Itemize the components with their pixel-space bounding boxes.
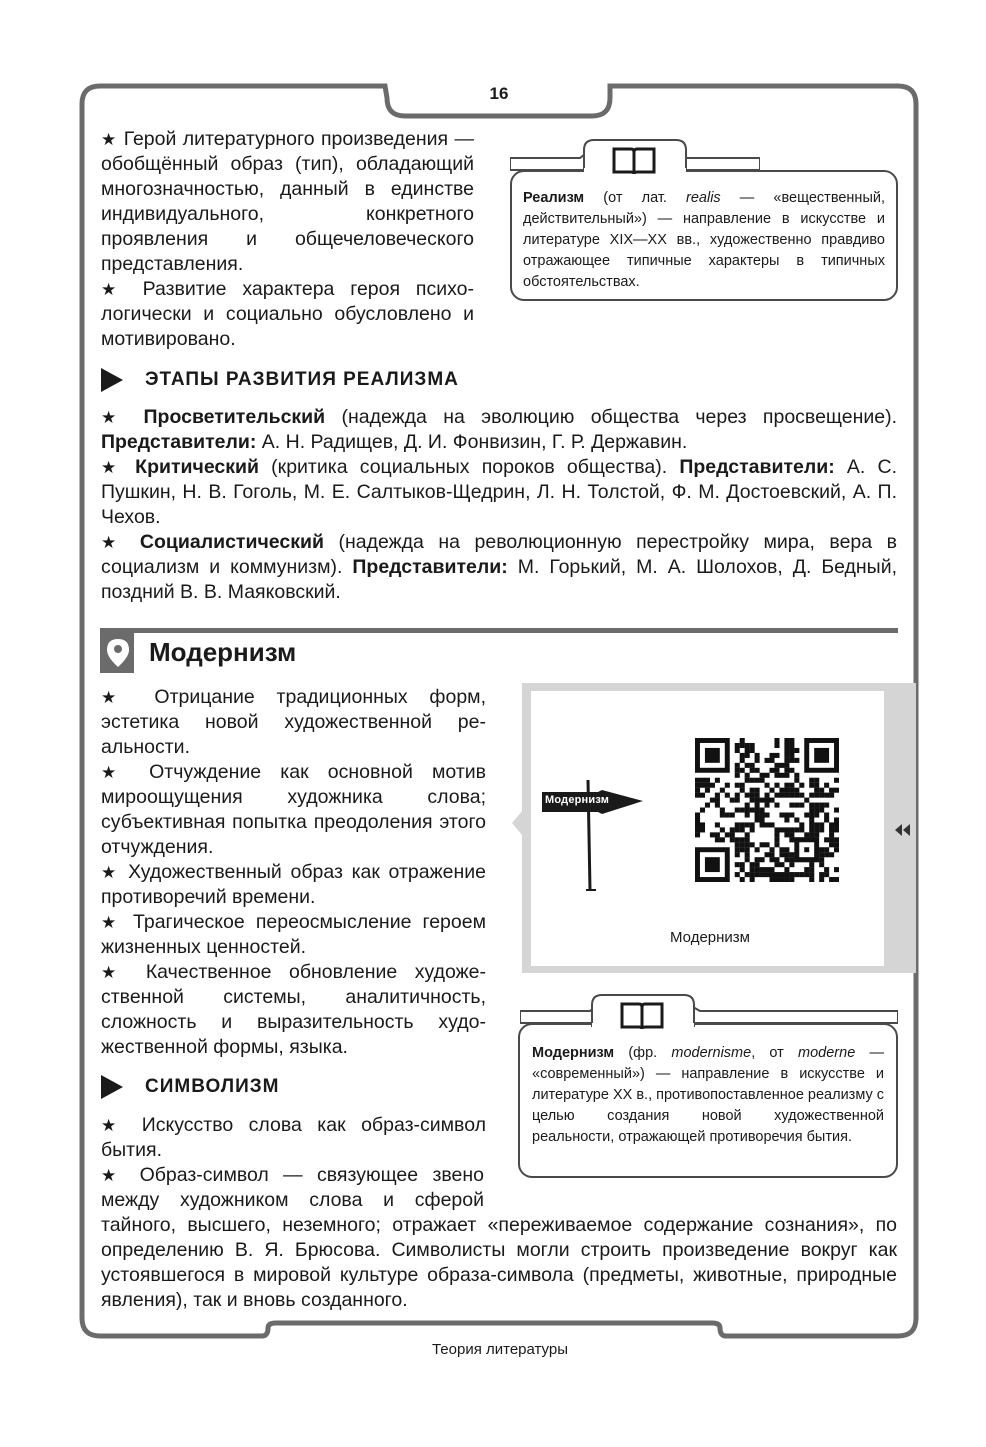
star-bullet-icon: ★ xyxy=(101,130,118,149)
symbolism-point-2-start: ★ Образ-символ — связующее звено между художником слова и сферой xyxy=(101,1164,484,1211)
star-bullet-icon: ★ xyxy=(101,688,133,707)
book-icon xyxy=(619,1001,665,1031)
panel-pointer xyxy=(511,810,525,836)
modernism-point-1: ★ Отрицание традиционных форм, эстетика новой художественной реальности. xyxy=(101,686,486,758)
modernism-title: Модернизм xyxy=(149,637,297,667)
flag-label: Модернизм xyxy=(545,794,610,806)
modernism-point-4: ★ Трагическое переосмысление героем жизненных ценностей. xyxy=(101,911,486,958)
modernism-point-5: ★ Качественное обновление художественной системы, аналитичность, сложность и выразительность художественной формы, языка. xyxy=(101,961,487,1058)
hero-definition-paragraph: ★ Герой литературного произведения — обобщённый образ (тип), обладающий многозначностью, данный в единстве индивидуального, конкретного проявления и общечеловеческого представления. xyxy=(101,128,474,275)
star-bullet-icon: ★ xyxy=(101,913,122,932)
qr-caption: Модернизм xyxy=(670,929,750,946)
rewind-icon[interactable] xyxy=(893,822,913,838)
book-icon xyxy=(611,146,657,176)
modernism-definition-text: Модернизм (фр. modernisme, от moderne — «современный») — направление в искусстве и литературе XX в., противопоставленное реализму с целью создания новой художественной реальности, отражающей противоречия бытия. xyxy=(532,1045,884,1145)
star-bullet-icon: ★ xyxy=(101,1116,127,1135)
symbolism-point-1: ★ Искусство слова как образ-символ бытия. xyxy=(101,1114,486,1161)
qr-code[interactable] xyxy=(695,738,839,882)
page-number: 16 xyxy=(489,84,509,103)
star-bullet-icon: ★ xyxy=(101,408,128,427)
symbolism-point-2-continuation: тайного, высшего, неземного; отражает «переживаемое содержание сознания», по определению В. Я. Брюсова. Символисты могли строить произведение вокруг как устоявшегося в мировой культуре образа-символа (предметы, животные, природные явления), так и вновь созданного. xyxy=(101,1214,897,1311)
modernism-point-2: ★ Отчуждение как основной мотив мироощущения художника слова; субъективная попытка преодоления этого отчуждения. xyxy=(101,761,487,858)
star-bullet-icon: ★ xyxy=(101,863,120,882)
character-development-paragraph: ★ Развитие характера героя психологически и социально обусловлено и мотивировано. xyxy=(101,278,474,350)
modernism-point-3: ★ Художественный образ как отражение противоречий времени. xyxy=(101,861,486,908)
star-bullet-icon: ★ xyxy=(101,1166,126,1185)
stage-socialist: ★ Социалистический (надежда на революционную перестройку мира, вера в социализм и коммунизм). Представители: М. Горький, М. А. Шолохов, Д. Бедный, поздний В. В. Маяковский. xyxy=(101,531,898,603)
stage-enlightenment: ★ Просветительский (надежда на эволюцию общества через просвещение). Представители: А. Н. Радищев, Д. И. Фонвизин, Г. Р. Державин. xyxy=(101,406,897,453)
realism-stages-heading: ЭТАПЫ РАЗВИТИЯ РЕАЛИЗМА xyxy=(145,369,459,390)
section-arrow-icon xyxy=(101,368,123,392)
footer-title: Теория литературы xyxy=(431,1341,569,1358)
symbolism-heading: СИМВОЛИЗМ xyxy=(145,1076,280,1097)
star-bullet-icon: ★ xyxy=(101,280,127,299)
star-bullet-icon: ★ xyxy=(101,458,123,477)
star-bullet-icon: ★ xyxy=(101,963,129,982)
realism-definition-text: Реализм (от лат. realis — «вещественный, действительный») — направление в искусстве и литературе XIX—XX вв., художественно правдиво отражающее типичные характеры в типичных обстоятельствах. xyxy=(523,190,885,290)
star-bullet-icon: ★ xyxy=(101,533,126,552)
section-arrow-icon xyxy=(101,1075,123,1099)
location-pin-icon xyxy=(105,637,131,669)
stage-critical: ★ Критический (критика социальных пороков общества). Представители: А. С. Пушкин, Н. В. Гоголь, М. Е. Салтыков-Щедрин, Л. Н. Толстой, Ф. М. Достоевский, А. П. Чехов. xyxy=(101,456,897,528)
star-bullet-icon: ★ xyxy=(101,763,130,782)
modernism-divider xyxy=(100,628,898,633)
